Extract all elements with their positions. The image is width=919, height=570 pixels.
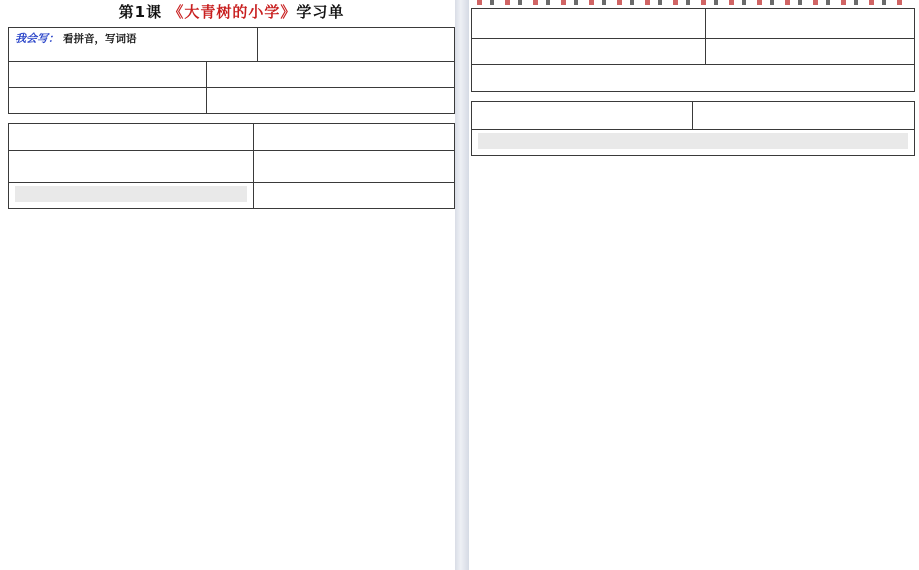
lesson1-write-section — [9, 28, 258, 61]
lesson1-choose-section — [258, 28, 454, 61]
lesson2-row-b — [9, 151, 454, 183]
section-desc: 看拼音，写词语 — [63, 32, 137, 45]
lesson3-zhuyin-section — [706, 9, 914, 38]
lesson3-row-a — [472, 9, 914, 39]
garden-row-b — [472, 130, 914, 155]
lesson1-title — [8, 2, 455, 24]
page-gap-shadow — [455, 0, 469, 570]
lesson1-title-suffix: 学习单 — [296, 3, 345, 21]
lesson2-write-section — [9, 124, 254, 149]
garden-choose2-section — [693, 102, 914, 129]
page-left — [0, 0, 455, 570]
lesson3-compare-section — [472, 9, 706, 38]
lesson2-row-c — [9, 183, 454, 208]
lesson3-row-b — [472, 39, 914, 65]
lesson1-pin-section — [9, 62, 207, 87]
lesson3-pin-section — [706, 39, 914, 64]
lesson3-table — [471, 8, 915, 92]
lesson3-choose-section — [472, 39, 706, 64]
lesson2-pin-section — [9, 151, 254, 182]
lesson2-judge-section — [9, 183, 254, 208]
lesson1-table — [8, 27, 455, 115]
section-label: 我会写： — [15, 31, 59, 45]
lesson1-row-c — [9, 88, 454, 113]
lesson2-row-a — [9, 124, 454, 150]
lesson1-copy-section — [207, 88, 454, 113]
lesson1-fill2-section — [9, 88, 207, 113]
garden-table — [471, 101, 915, 156]
garden-fill-section — [472, 130, 914, 155]
lesson1-row-a — [9, 28, 454, 62]
cropped-header-strip — [477, 0, 909, 5]
lesson1-title-prefix: 第1课 — [118, 3, 163, 21]
lesson3-fill-section — [472, 65, 914, 90]
lesson1-title-book: 《大青树的小学》 — [168, 3, 297, 21]
lesson2-homophone-section — [254, 151, 454, 182]
lesson3-row-c — [472, 65, 914, 90]
lesson2-copy-section — [254, 124, 454, 149]
page-right — [469, 0, 919, 570]
lesson1-row-b — [9, 62, 454, 88]
lesson2-table — [8, 123, 455, 209]
lesson1-fill1-section — [207, 62, 454, 87]
lesson2-fill-section — [254, 183, 454, 208]
garden-row-a — [472, 102, 914, 130]
garden-choose1-section — [472, 102, 693, 129]
